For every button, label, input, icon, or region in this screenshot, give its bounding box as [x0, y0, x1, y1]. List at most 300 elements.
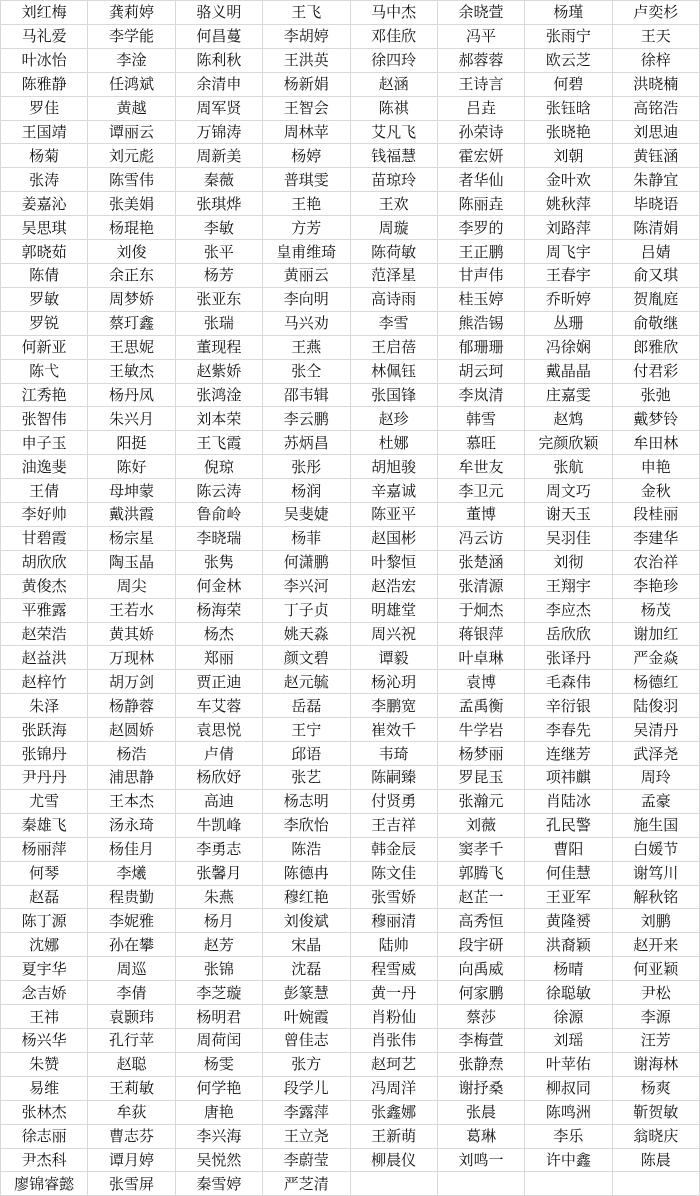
name-cell: 王飞霞 — [175, 431, 262, 455]
name-cell: 张方 — [263, 1052, 350, 1076]
table-row — [1, 957, 700, 981]
name-cell: 申子玉 — [1, 431, 88, 455]
name-cell: 张亚东 — [175, 287, 262, 311]
name-cell: 鲁俞岭 — [175, 503, 262, 527]
name-cell: 苏炳昌 — [263, 431, 350, 455]
name-cell: 段学儿 — [263, 1076, 350, 1100]
name-cell: 何碧 — [525, 72, 612, 96]
name-cell: 许中鑫 — [525, 1148, 612, 1172]
table-row — [1, 574, 700, 598]
name-cell: 李妮雅 — [88, 909, 175, 933]
name-cell: 牟田林 — [612, 431, 699, 455]
table-row — [1, 766, 700, 790]
name-cell: 柳晨仪 — [350, 1148, 437, 1172]
name-cell: 王燕 — [263, 335, 350, 359]
name-cell: 张锦丹 — [1, 742, 88, 766]
name-cell: 余正东 — [88, 263, 175, 287]
name-cell: 王思妮 — [88, 335, 175, 359]
name-cell: 罗昆玉 — [437, 766, 524, 790]
name-cell: 尤雪 — [1, 789, 88, 813]
name-cell: 李向明 — [263, 287, 350, 311]
name-cell: 叶卓琳 — [437, 646, 524, 670]
name-cell: 徐源 — [525, 1005, 612, 1029]
name-cell: 李梅萱 — [437, 1028, 524, 1052]
name-cell: 陶玉晶 — [88, 550, 175, 574]
name-cell: 何潇鹏 — [263, 550, 350, 574]
name-cell: 连继芳 — [525, 742, 612, 766]
table-row — [1, 287, 700, 311]
table-row — [1, 933, 700, 957]
name-cell: 谭月婷 — [88, 1148, 175, 1172]
name-cell: 谢笃川 — [612, 861, 699, 885]
name-cell: 杨兴华 — [1, 1028, 88, 1052]
name-cell: 杨婷 — [263, 144, 350, 168]
name-cell: 陈云涛 — [175, 479, 262, 503]
name-cell: 赵芳 — [175, 933, 262, 957]
name-cell: 谢海林 — [612, 1052, 699, 1076]
name-cell: 杨海荣 — [175, 598, 262, 622]
table-row — [1, 263, 700, 287]
name-cell: 戴洪霞 — [88, 503, 175, 527]
table-row — [1, 240, 700, 264]
name-cell: 赵鸩 — [525, 407, 612, 431]
name-cell: 段宇研 — [437, 933, 524, 957]
name-cell: 王宁 — [263, 718, 350, 742]
name-cell: 杨丽萍 — [1, 837, 88, 861]
name-cell: 牟世友 — [437, 455, 524, 479]
name-cell: 张跃海 — [1, 718, 88, 742]
name-cell: 陈荷敏 — [350, 240, 437, 264]
name-cell: 马兴劝 — [263, 311, 350, 335]
name-cell: 姜嘉沁 — [1, 192, 88, 216]
name-cell: 周林苹 — [263, 120, 350, 144]
name-cell: 李晓瑞 — [175, 526, 262, 550]
name-cell: 杨沁玥 — [350, 670, 437, 694]
name-cell: 桂玉婷 — [437, 287, 524, 311]
name-cell: 赵聪 — [88, 1052, 175, 1076]
name-cell: 白媛节 — [612, 837, 699, 861]
name-cell: 董博 — [437, 503, 524, 527]
name-cell: 袁博 — [437, 670, 524, 694]
name-cell: 刘俊 — [88, 240, 175, 264]
name-cell: 何家鹏 — [437, 981, 524, 1005]
name-cell: 郭腾飞 — [437, 861, 524, 885]
name-cell: 俞敬继 — [612, 311, 699, 335]
name-cell: 叶冰怡 — [1, 48, 88, 72]
table-row — [1, 144, 700, 168]
name-cell: 张国锋 — [350, 383, 437, 407]
name-cell: 方芳 — [263, 216, 350, 240]
name-cell: 甘声伟 — [437, 263, 524, 287]
table-row — [1, 1076, 700, 1100]
name-cell: 牛凯峰 — [175, 813, 262, 837]
name-cell: 姚天淼 — [263, 622, 350, 646]
name-cell: 胡旭骏 — [350, 455, 437, 479]
name-cell: 李罗的 — [437, 216, 524, 240]
name-cell: 汪芳 — [612, 1028, 699, 1052]
name-cell: 杨浩 — [88, 742, 175, 766]
name-cell: 油逸斐 — [1, 455, 88, 479]
name-cell: 霍宏妍 — [437, 144, 524, 168]
name-cell: 何昌蔓 — [175, 24, 262, 48]
name-cell: 葛琳 — [437, 1124, 524, 1148]
name-cell: 尹杰科 — [1, 1148, 88, 1172]
name-cell: 朱兴月 — [88, 407, 175, 431]
table-row — [1, 1124, 700, 1148]
name-cell: 张雪娇 — [350, 885, 437, 909]
name-cell: 王智会 — [263, 96, 350, 120]
name-cell: 沈娜 — [1, 933, 88, 957]
name-cell: 浦思静 — [88, 766, 175, 790]
table-row — [1, 622, 700, 646]
name-cell: 陈雅静 — [1, 72, 88, 96]
table-row — [1, 742, 700, 766]
name-cell: 周尖 — [88, 574, 175, 598]
name-cell: 刘思迪 — [612, 120, 699, 144]
name-cell: 周新美 — [175, 144, 262, 168]
name-cell: 黄丽云 — [263, 263, 350, 287]
name-cell: 陈利秋 — [175, 48, 262, 72]
name-cell: 张锦 — [175, 957, 262, 981]
name-cell: 杜娜 — [350, 431, 437, 455]
name-cell: 周飞宇 — [525, 240, 612, 264]
name-cell: 王敏杰 — [88, 359, 175, 383]
name-cell: 杨宗星 — [88, 526, 175, 550]
name-cell: 吴清丹 — [612, 718, 699, 742]
name-cell: 者华仙 — [437, 168, 524, 192]
name-cell: 杨芳 — [175, 263, 262, 287]
name-cell: 靳贺敏 — [612, 1100, 699, 1124]
name-cell: 辛衍银 — [525, 694, 612, 718]
name-cell: 刘鸣一 — [437, 1148, 524, 1172]
name-cell: 黄隆赟 — [525, 909, 612, 933]
name-cell: 张航 — [525, 455, 612, 479]
name-cell: 李学能 — [88, 24, 175, 48]
name-cell: 车艾蓉 — [175, 694, 262, 718]
name-cell: 辛嘉诚 — [350, 479, 437, 503]
name-cell: 谢天玉 — [525, 503, 612, 527]
name-cell: 李建华 — [612, 526, 699, 550]
name-cell: 周玲 — [612, 766, 699, 790]
name-cell: 冯徐娴 — [525, 335, 612, 359]
name-cell: 岳欣欣 — [525, 622, 612, 646]
table-row — [1, 216, 700, 240]
name-cell: 周文巧 — [525, 479, 612, 503]
name-cell: 赵元毓 — [263, 670, 350, 694]
name-cell: 肖陆冰 — [525, 789, 612, 813]
name-cell: 彭篆慧 — [263, 981, 350, 1005]
name-cell: 刘薇 — [437, 813, 524, 837]
name-cell: 杨琨艳 — [88, 216, 175, 240]
table-row — [1, 1172, 700, 1196]
name-cell: 王倩 — [1, 479, 88, 503]
table-row — [1, 550, 700, 574]
name-cell: 黄其娇 — [88, 622, 175, 646]
name-cell: 戴晶晶 — [525, 359, 612, 383]
name-cell: 朱燕 — [175, 885, 262, 909]
name-cell: 高铭浩 — [612, 96, 699, 120]
name-cell: 孟豪 — [612, 789, 699, 813]
table-row — [1, 526, 700, 550]
name-cell: 穆红艳 — [263, 885, 350, 909]
name-cell: 刘彻 — [525, 550, 612, 574]
table-row — [1, 479, 700, 503]
name-cell: 余晓萱 — [437, 1, 524, 25]
name-cell: 蔡玎鑫 — [88, 311, 175, 335]
name-cell: 庄嘉雯 — [525, 383, 612, 407]
name-cell: 蔡莎 — [437, 1005, 524, 1029]
name-cell: 慕旺 — [437, 431, 524, 455]
name-cell: 毛森伟 — [525, 670, 612, 694]
table-row — [1, 359, 700, 383]
name-cell: 董现程 — [175, 335, 262, 359]
name-cell: 郑丽 — [175, 646, 262, 670]
name-cell: 杨梦丽 — [437, 742, 524, 766]
name-cell: 胡万剑 — [88, 670, 175, 694]
name-cell: 何新亚 — [1, 335, 88, 359]
name-cell: 罗锐 — [1, 311, 88, 335]
table-row — [1, 837, 700, 861]
table-row — [1, 1052, 700, 1076]
name-cell: 刘元彪 — [88, 144, 175, 168]
name-cell: 程雪威 — [350, 957, 437, 981]
name-cell: 张钰晗 — [525, 96, 612, 120]
table-row — [1, 718, 700, 742]
name-cell: 刘路萍 — [525, 216, 612, 240]
name-cell: 赵开来 — [612, 933, 699, 957]
name-cell: 谢抒桑 — [437, 1076, 524, 1100]
name-cell: 周巡 — [88, 957, 175, 981]
table-row — [1, 789, 700, 813]
name-cell: 杨明君 — [175, 1005, 262, 1029]
table-row — [1, 1, 700, 25]
name-cell: 牟荻 — [88, 1100, 175, 1124]
name-cell: 张弛 — [612, 383, 699, 407]
name-cell: 赵圆娇 — [88, 718, 175, 742]
name-cell — [525, 1172, 612, 1196]
name-cell: 李应杰 — [525, 598, 612, 622]
name-cell: 邱语 — [263, 742, 350, 766]
name-cell: 陆帅 — [350, 933, 437, 957]
table-row — [1, 1100, 700, 1124]
name-cell: 阳挺 — [88, 431, 175, 455]
name-cell: 张艺 — [263, 766, 350, 790]
name-cell: 王启蓓 — [350, 335, 437, 359]
name-cell: 王本杰 — [88, 789, 175, 813]
name-cell: 李春先 — [525, 718, 612, 742]
name-cell: 万现林 — [88, 646, 175, 670]
name-cell: 赵珂艺 — [350, 1052, 437, 1076]
name-cell: 王飞 — [263, 1, 350, 25]
name-cell: 李艳珍 — [612, 574, 699, 598]
name-cell: 贾正迪 — [175, 670, 262, 694]
name-cell: 吴思琪 — [1, 216, 88, 240]
name-cell: 谭丽云 — [88, 120, 175, 144]
name-cell: 李岚清 — [437, 383, 524, 407]
table-row — [1, 48, 700, 72]
name-cell: 罗佳 — [1, 96, 88, 120]
name-cell: 于炯杰 — [437, 598, 524, 622]
name-cell: 陈文佳 — [350, 861, 437, 885]
name-cell: 张馨月 — [175, 861, 262, 885]
name-cell: 张鑫娜 — [350, 1100, 437, 1124]
name-cell: 陈清娟 — [612, 216, 699, 240]
table-row — [1, 598, 700, 622]
name-cell: 朱泽 — [1, 694, 88, 718]
table-row — [1, 646, 700, 670]
name-cell: 吕婧 — [612, 240, 699, 264]
name-cell: 万锦涛 — [175, 120, 262, 144]
name-cell: 王若水 — [88, 598, 175, 622]
name-cell: 杨瑾 — [525, 1, 612, 25]
name-cell: 秦雪婷 — [175, 1172, 262, 1196]
table-row — [1, 311, 700, 335]
name-cell: 徐聪敏 — [525, 981, 612, 1005]
name-cell: 刘朝 — [525, 144, 612, 168]
name-cell: 母坤蒙 — [88, 479, 175, 503]
name-cell: 李雪 — [350, 311, 437, 335]
name-cell: 张晓艳 — [525, 120, 612, 144]
name-cell: 郎雅欣 — [612, 335, 699, 359]
name-cell: 何金林 — [175, 574, 262, 598]
name-cell: 苗琼玲 — [350, 168, 437, 192]
name-cell: 张鸿淦 — [175, 383, 262, 407]
name-cell: 牛学岩 — [437, 718, 524, 742]
name-cell: 李云鹏 — [263, 407, 350, 431]
name-cell: 张仝 — [263, 359, 350, 383]
name-cell: 穆丽清 — [350, 909, 437, 933]
name-cell: 陈倩 — [1, 263, 88, 287]
name-cell: 赵梓竹 — [1, 670, 88, 694]
name-cell: 申艳 — [612, 455, 699, 479]
name-cell: 完颜欣颖 — [525, 431, 612, 455]
table-row — [1, 885, 700, 909]
name-cell: 刘鹏 — [612, 909, 699, 933]
name-cell: 熊浩锡 — [437, 311, 524, 335]
name-cell — [350, 1172, 437, 1196]
name-cell: 陈晨 — [612, 1148, 699, 1172]
name-cell: 王欢 — [350, 192, 437, 216]
table-row — [1, 335, 700, 359]
name-cell: 丛珊 — [525, 311, 612, 335]
name-cell: 叶婉霞 — [263, 1005, 350, 1029]
name-cell: 张林杰 — [1, 1100, 88, 1124]
name-cell: 叶苹佑 — [525, 1052, 612, 1076]
name-cell: 施生国 — [612, 813, 699, 837]
name-cell: 张雨宁 — [525, 24, 612, 48]
name-cell: 孔民警 — [525, 813, 612, 837]
name-cell: 陈丁源 — [1, 909, 88, 933]
name-cell: 江秀艳 — [1, 383, 88, 407]
name-cell: 曹志芬 — [88, 1124, 175, 1148]
name-cell: 曾佳志 — [263, 1028, 350, 1052]
name-cell: 李露萍 — [263, 1100, 350, 1124]
name-cell: 张静焘 — [437, 1052, 524, 1076]
name-cell: 陆俊羽 — [612, 694, 699, 718]
name-cell: 张楚涵 — [437, 550, 524, 574]
name-cell: 皇甫维琦 — [263, 240, 350, 264]
name-cell: 刘俊斌 — [263, 909, 350, 933]
table-row — [1, 455, 700, 479]
name-cell: 明雄堂 — [350, 598, 437, 622]
name-cell: 吴悦然 — [175, 1148, 262, 1172]
name-cell: 王洪英 — [263, 48, 350, 72]
name-cell: 陈弋 — [1, 359, 88, 383]
name-cell: 陈丽垚 — [437, 192, 524, 216]
name-cell: 严芝清 — [263, 1172, 350, 1196]
name-cell: 王诗言 — [437, 72, 524, 96]
name-cell: 徐四玲 — [350, 48, 437, 72]
name-cell: 艾凡飞 — [350, 120, 437, 144]
name-cell: 马礼爱 — [1, 24, 88, 48]
name-cell: 谢加红 — [612, 622, 699, 646]
name-cell: 邵韦辑 — [263, 383, 350, 407]
name-cell: 戴梦铃 — [612, 407, 699, 431]
table-row — [1, 670, 700, 694]
name-cell: 张瀚元 — [437, 789, 524, 813]
name-cell: 王国靖 — [1, 120, 88, 144]
name-cell: 何学艳 — [175, 1076, 262, 1100]
name-cell: 周荷闰 — [175, 1028, 262, 1052]
name-cell: 杨月 — [175, 909, 262, 933]
name-cell: 唐艳 — [175, 1100, 262, 1124]
name-cell: 王亚军 — [525, 885, 612, 909]
name-cell: 刘瑶 — [525, 1028, 612, 1052]
name-cell: 李敏 — [175, 216, 262, 240]
name-cell: 张瑞 — [175, 311, 262, 335]
name-cell: 韩金辰 — [350, 837, 437, 861]
name-cell: 宋晶 — [263, 933, 350, 957]
name-cell: 杨新娟 — [263, 72, 350, 96]
name-cell: 夏宇华 — [1, 957, 88, 981]
name-cell: 何琴 — [1, 861, 88, 885]
name-cell: 杨丹凤 — [88, 383, 175, 407]
name-cell: 李卫元 — [437, 479, 524, 503]
name-cell: 普琪雯 — [263, 168, 350, 192]
name-cell: 李倩 — [88, 981, 175, 1005]
name-cell: 赵荣浩 — [1, 622, 88, 646]
name-cell: 李蔚莹 — [263, 1148, 350, 1172]
name-cell: 何亚颖 — [612, 957, 699, 981]
name-cell: 陈雪伟 — [88, 168, 175, 192]
name-cell: 贺胤庭 — [612, 287, 699, 311]
name-cell: 骆义明 — [175, 1, 262, 25]
table-row — [1, 407, 700, 431]
name-cell: 刘本荣 — [175, 407, 262, 431]
name-cell: 王吉祥 — [350, 813, 437, 837]
name-cell: 秦薇 — [175, 168, 262, 192]
name-cell: 平雅露 — [1, 598, 88, 622]
name-cell: 杨润 — [263, 479, 350, 503]
name-cell: 张雪屏 — [88, 1172, 175, 1196]
name-cell: 杨菊 — [1, 144, 88, 168]
name-cell: 张彤 — [263, 455, 350, 479]
name-cell: 孔行苹 — [88, 1028, 175, 1052]
name-cell: 胡欣欣 — [1, 550, 88, 574]
name-cell: 郝蓉蓉 — [437, 48, 524, 72]
name-cell: 王天 — [612, 24, 699, 48]
name-cell: 陈鸣洲 — [525, 1100, 612, 1124]
name-cell: 赵紫娇 — [175, 359, 262, 383]
name-cell: 吕垚 — [437, 96, 524, 120]
name-cell: 王正鹏 — [437, 240, 524, 264]
table-row — [1, 383, 700, 407]
table-row — [1, 909, 700, 933]
name-cell: 周璇 — [350, 216, 437, 240]
name-cell: 李源 — [612, 1005, 699, 1029]
name-cell: 付贤勇 — [350, 789, 437, 813]
name-cell: 李鹏宽 — [350, 694, 437, 718]
